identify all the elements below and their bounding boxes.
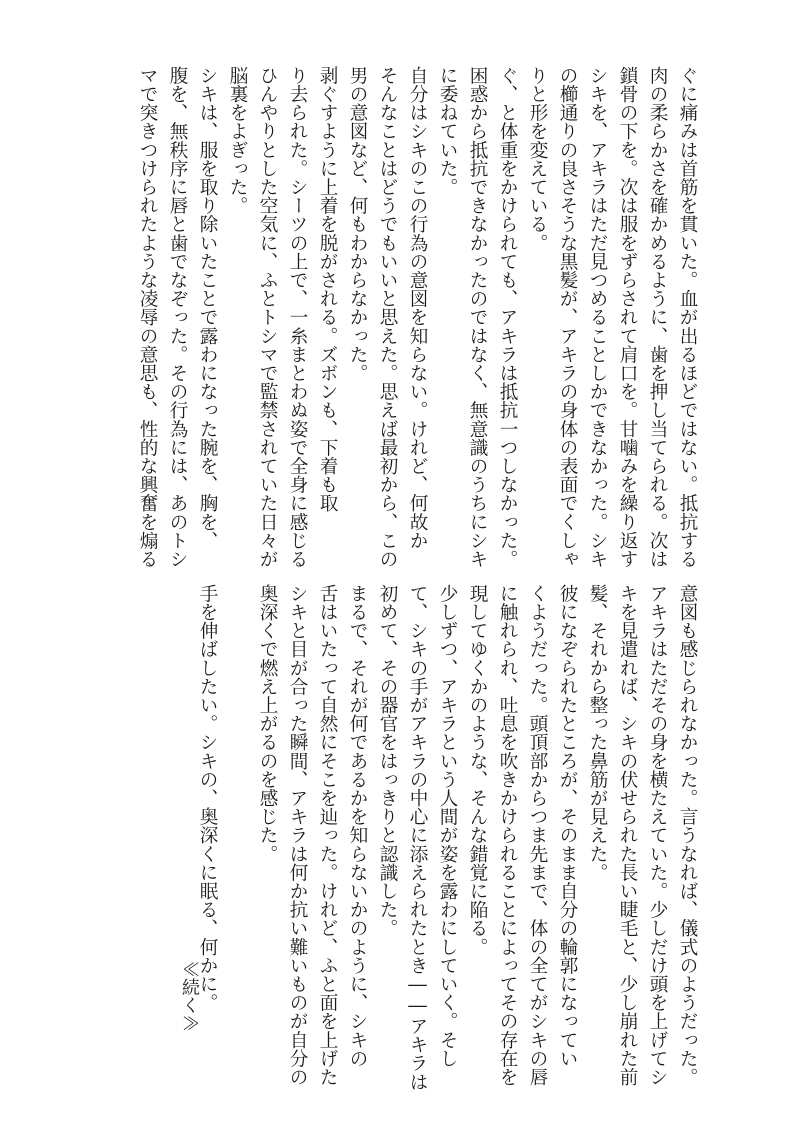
text-line: 髪、それから整った鼻筋が見えた。 — [587, 584, 608, 882]
end-mark: ≪続く≫ — [179, 960, 200, 1032]
text-line: に触れられ、吐息を吹きかけられることによってその存在を — [497, 584, 518, 1087]
text-line: りと形を変えている。 — [527, 66, 548, 252]
text-line: 男の意図など、何もわからなかった。 — [347, 66, 368, 383]
text-line: 剥ぐすように上着を脱がされる。ズボンも、下着も取 — [317, 66, 338, 513]
text-line: キを見遣れば、シキの伏せられた長い睫毛と、少し崩れた前 — [617, 584, 638, 1087]
text-line: 奥深くで燃え上がるのを感じた。 — [257, 584, 278, 863]
text-line: 舌はいたって自然にそこを辿った。けれど、ふと面を上げた — [317, 584, 338, 1087]
text-line: くようだった。頭頂部からつま先まで、体の全てがシキの唇 — [527, 584, 548, 1087]
text-line: 現してゆくかのような、そんな錯覚に陥る。 — [467, 584, 488, 956]
text-line: ぐ、と体重をかけられても、アキラは抵抗一つしなかった。 — [497, 66, 518, 569]
text-line: まるで、それが何であるかを知らないかのように、シキの — [347, 584, 368, 1068]
text-line: シキを、アキラはただ見つめることしかできなかった。シキ — [587, 66, 608, 569]
text-line: の櫛通りの良さそうな黒髪が、アキラの身体の表面でくしゃ — [557, 66, 578, 569]
text-line: 肉の柔らかさを確かめるように、歯を押し当てられる。次は — [647, 66, 668, 569]
text-line: ひんやりとした空気に、ふとトシマで監禁されていた日々が — [257, 66, 278, 569]
text-line: マで突きつけられたような凌辱の意思も、性的な興奮を煽る — [137, 66, 158, 569]
text-line: 脳裏をよぎった。 — [227, 66, 248, 215]
text-line: シキと目が合った瞬間、アキラは何か抗い難いものが自分の — [287, 584, 308, 1087]
text-line — [222, 584, 252, 1059]
text-line: 彼になぞられたところが、そのまま自分の輪郭になってい — [557, 584, 578, 1068]
text-line: 自分はシキのこの行為の意図を知らない。けれど、何故か — [407, 66, 428, 550]
text-line: 腹を、無秩序に唇と歯でなぞった。その行為には、あのトシ — [167, 66, 188, 569]
text-line: 困惑から抵抗できなかったのではなく、無意識のうちにシキ — [467, 66, 488, 569]
text-line: 意図も感じられなかった。言うなれば、儀式のようだった。 — [677, 584, 698, 1087]
text-line: 初めて、その器官をはっきりと認識した。 — [377, 584, 398, 938]
upper-text-block — [132, 66, 702, 569]
text-line: り去られた。シーツの上で、一糸まとわぬ姿で全身に感じる — [287, 66, 308, 569]
text-line: 手を伸ばしたい。シキの、奥深くに眠る、何かに。 — [197, 584, 218, 1012]
text-line: アキラはただその身を横たえていた。少しだけ頭を上げてシ — [647, 584, 668, 1087]
text-line: て、シキの手がアキラの中心に添えられたとき――アキラは — [407, 584, 428, 1091]
text-line: そんなことはどうでもいいと思えた。思えば最初から、この — [377, 66, 398, 569]
text-line: シキは、服を取り除いたことで露わになった腕を、胸を、 — [197, 66, 218, 550]
text-line: に委ねていた。 — [437, 66, 458, 197]
text-line: ぐに痛みは首筋を貫いた。血が出るほどではない。抵抗する — [677, 66, 698, 569]
text-line: 鎖骨の下を。次は服をずらされて肩口を。甘噛みを繰り返す — [617, 66, 638, 569]
text-line: 少しずつ、アキラという人間が姿を露わにしていく。そし — [437, 584, 458, 1068]
lower-text-block — [192, 584, 702, 1091]
